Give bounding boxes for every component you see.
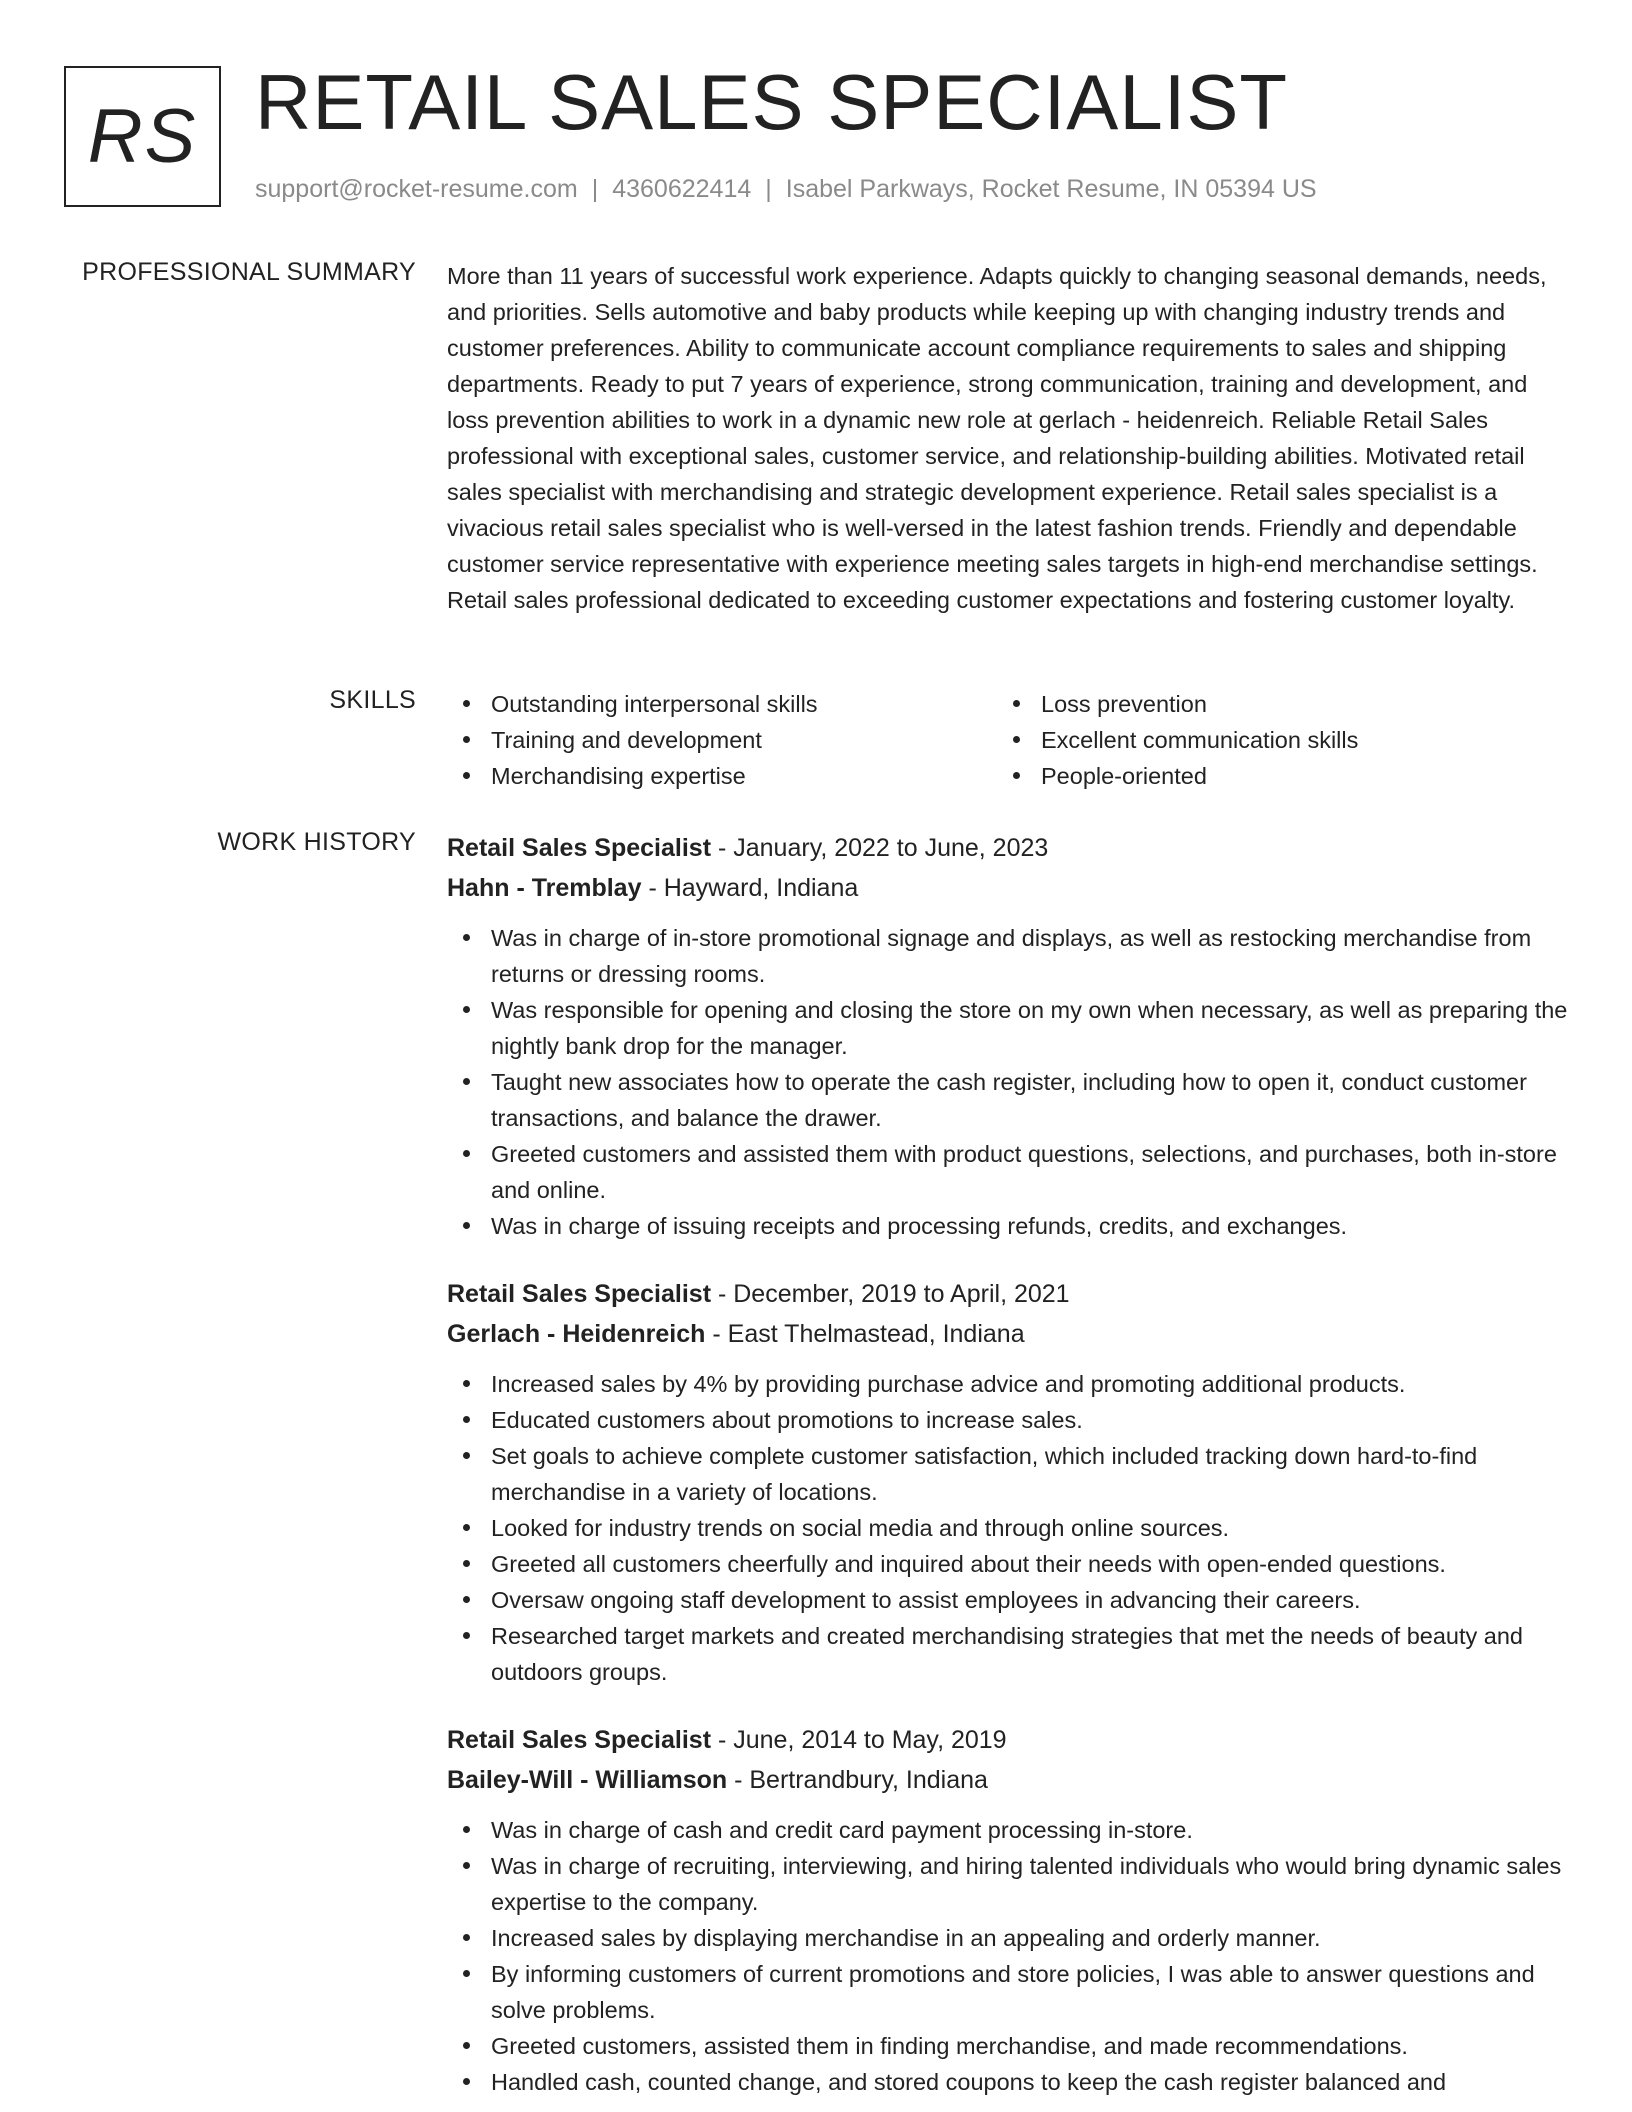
- skill-item: People-oriented: [997, 758, 1557, 794]
- skills-grid: [447, 686, 1569, 794]
- job-bullet: Greeted all customers cheerfully and inquired about their needs with open-ended questions.: [447, 1546, 1569, 1582]
- job-bullet: Was in charge of cash and credit card payment processing in-store.: [447, 1812, 1569, 1848]
- contact-address: Isabel Parkways, Rocket Resume, IN 05394 US: [785, 175, 1317, 203]
- job-bullet: Increased sales by displaying merchandise in an appealing and orderly manner.: [447, 1920, 1569, 1956]
- contact-separator: |: [591, 175, 599, 203]
- job-bullet: Oversaw ongoing staff development to assist employees in advancing their careers.: [447, 1582, 1569, 1618]
- work-history-heading: WORK HISTORY: [217, 828, 416, 856]
- job-bullet: Was in charge of in-store promotional signage and displays, as well as restocking merchandise from returns or dressing rooms.: [447, 920, 1569, 992]
- job-company-line: [447, 1760, 1569, 1800]
- resume-name: RETAIL SALES SPECIALIST: [255, 58, 1289, 146]
- job-entry: [447, 1274, 1569, 1690]
- job-bullet: Handled cash, counted change, and stored coupons to keep the cash register balanced and: [447, 2064, 1569, 2100]
- job-company-line: [447, 1314, 1569, 1354]
- contact-phone: 4360622414: [612, 175, 752, 203]
- job-dates: - December, 2019 to April, 2021: [711, 1280, 1070, 1308]
- job-company: Hahn - Tremblay: [447, 874, 642, 902]
- job-bullet: Taught new associates how to operate the cash register, including how to open it, conduct customer transactions, and balance the drawer.: [447, 1064, 1569, 1136]
- job-company: Gerlach - Heidenreich: [447, 1320, 706, 1348]
- job-entry: [447, 1720, 1569, 2100]
- contact-separator: |: [765, 175, 772, 203]
- skill-item: Excellent communication skills: [997, 722, 1557, 758]
- job-dates: - January, 2022 to June, 2023: [711, 834, 1049, 862]
- job-entry: [447, 828, 1569, 1244]
- job-bullet: Looked for industry trends on social media and through online sources.: [447, 1510, 1569, 1546]
- job-location: - East Thelmastead, Indiana: [705, 1320, 1025, 1348]
- job-bullet: Was in charge of issuing receipts and processing refunds, credits, and exchanges.: [447, 1208, 1569, 1244]
- skills-column-right: [997, 686, 1557, 794]
- skills-column-left: [447, 686, 997, 794]
- job-bullets: [447, 1366, 1569, 1690]
- job-bullet: Greeted customers, assisted them in finding merchandise, and made recommendations.: [447, 2028, 1569, 2064]
- job-company-line: [447, 868, 1569, 908]
- job-location: - Bertrandbury, Indiana: [727, 1766, 988, 1794]
- job-bullet: Was in charge of recruiting, interviewing, and hiring talented individuals who would bring dynamic sales expertise to the company.: [447, 1848, 1569, 1920]
- monogram-box: [64, 66, 221, 207]
- skill-item: Merchandising expertise: [447, 758, 997, 794]
- job-bullet: Increased sales by 4% by providing purchase advice and promoting additional products.: [447, 1366, 1569, 1402]
- job-title-line: [447, 828, 1569, 868]
- skill-item: Outstanding interpersonal skills: [447, 686, 997, 722]
- job-title: Retail Sales Specialist: [447, 834, 712, 862]
- job-title: Retail Sales Specialist: [447, 1726, 712, 1754]
- job-dates: - June, 2014 to May, 2019: [711, 1726, 1007, 1754]
- job-bullet: Researched target markets and created merchandising strategies that met the needs of beauty and outdoors groups.: [447, 1618, 1569, 1690]
- job-bullet: Set goals to achieve complete customer satisfaction, which included tracking down hard-to-find merchandise in a variety of locations.: [447, 1438, 1569, 1510]
- job-bullet: By informing customers of current promotions and store policies, I was able to answer questions and solve problems.: [447, 1956, 1569, 2028]
- job-bullet: Greeted customers and assisted them with product questions, selections, and purchases, both in-store and online.: [447, 1136, 1569, 1208]
- skills-body: [447, 686, 1569, 794]
- contact-email: support@rocket-resume.com: [255, 175, 578, 203]
- skills-heading: SKILLS: [329, 686, 416, 714]
- job-bullets: [447, 1812, 1569, 2100]
- skill-item: Loss prevention: [997, 686, 1557, 722]
- job-company: Bailey-Will - Williamson: [447, 1766, 728, 1794]
- job-title-line: [447, 1720, 1569, 1760]
- job-title: Retail Sales Specialist: [447, 1280, 712, 1308]
- job-location: - Hayward, Indiana: [641, 874, 859, 902]
- job-bullet: Educated customers about promotions to increase sales.: [447, 1402, 1569, 1438]
- skill-item: Training and development: [447, 722, 997, 758]
- job-bullets: [447, 920, 1569, 1244]
- summary-text: More than 11 years of successful work experience. Adapts quickly to changing seasonal demands, needs, and priorities. Sells automotive and baby products while keeping up with changing industry trends and customer preferences. Ability to communicate account compliance requirements to sales and shipping departments. Ready to put 7 years of experience, strong communication, training and development, and loss prevention abilities to work in a dynamic new role at gerlach - heidenreich. Reliable Retail Sales professional with exceptional sales, customer service, and relationship-building abilities. Motivated retail sales specialist with merchandising and strategic development experience. Retail sales specialist is a vivacious retail sales specialist who is well-versed in the latest fashion trends. Friendly and dependable customer service representative with experience meeting sales targets in high-end merchandise settings. Retail sales professional dedicated to exceeding customer expectations and fostering customer loyalty.: [447, 263, 1547, 613]
- monogram-initials: RS: [87, 94, 198, 179]
- summary-body: [447, 258, 1569, 618]
- contact-line: [255, 175, 1317, 204]
- work-history-body: [447, 828, 1569, 2100]
- job-bullet: Was responsible for opening and closing the store on my own when necessary, as well as preparing the nightly bank drop for the manager.: [447, 992, 1569, 1064]
- job-title-line: [447, 1274, 1569, 1314]
- summary-heading: PROFESSIONAL SUMMARY: [82, 258, 416, 286]
